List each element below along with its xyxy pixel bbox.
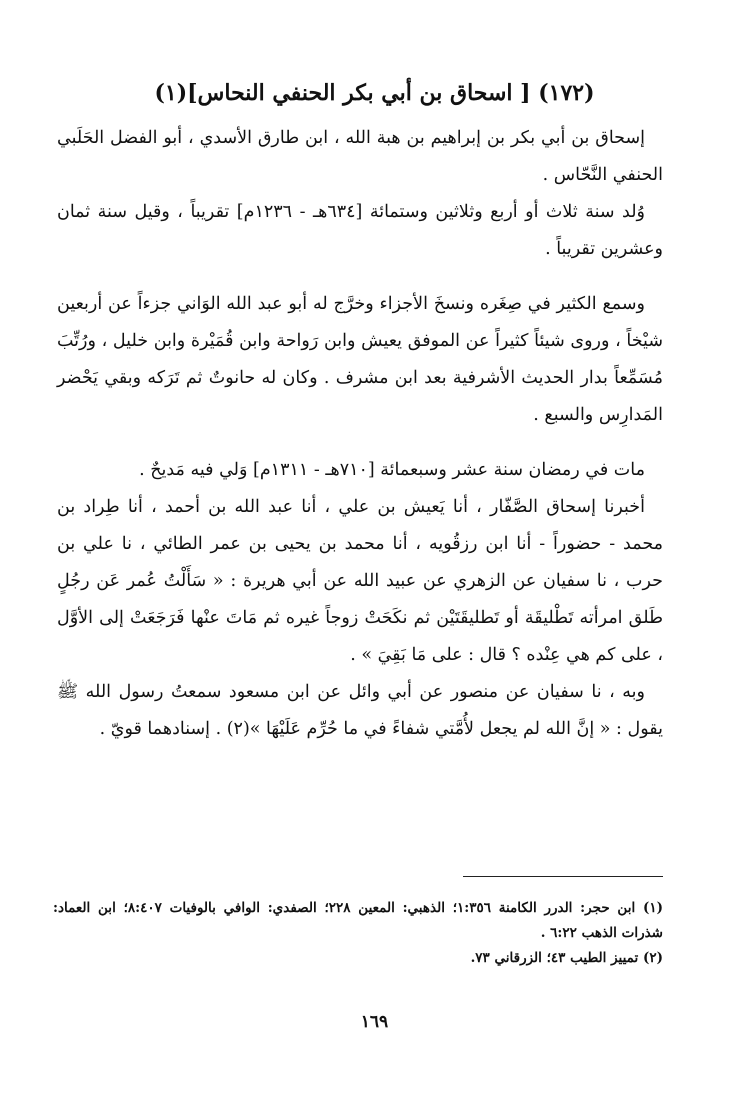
page-number: ١٦٩ [360,1012,389,1032]
body-text [57,120,663,748]
paragraph-birth: وُلد سنة ثلاث أو أربع وثلاثين وستمائة [٦٣٤هـ - ١٢٣٦م] تقريباً ، وقيل سنة ثمان وعشرين تقريباً . [57,202,663,259]
paragraph-studies: وسمع الكثير في صِغَره ونسخَ الأجزاء وخرَّج له أبو عبد الله الوَاني جزءاً عن أربعين شيْخاً ، وروى شيئاً كثيراً عن الموفق يعيش وابن رَواحة وابن قُمَيْرة وابن خليل ، ورُتِّبَ مُسَمِّعاً بدار الحديث الأشرفية بعد ابن مشرف . وكان له حانوتٌ ثم تَرَكه وبقي يَحْضر المَدارِس والسبع . [57,294,663,425]
footnote-1: (١) ابن حجر: الدرر الكامنة ١:٣٥٦؛ الذهبي: المعين ٢٢٨؛ الصفدي: الوافي بالوفيات ٨:٤٠٧؛ ابن العماد: شذرات الذهب ٦:٢٢ . [53,900,663,941]
footnotes [53,896,663,971]
paragraph-name-lineage: إسحاق بن أبي بكر بن إبراهيم بن هبة الله ، ابن طارق الأسدي ، أبو الفضل الحَلَبي الحنفي النَّحّاس . [57,128,663,185]
paragraph-hadith-two: وبه ، نا سفيان عن منصور عن أبي وائل عن ابن مسعود سمعتُ رسول الله ﷺ يقول : « إنَّ الله لم يجعل لأُمَّتي شفاءً في ما حُرِّم عَلَيْهَا »(٢) . إسنادهما قويّ . [57,682,663,739]
paragraph-death: مات في رمضان سنة عشر وسبعمائة [٧١٠هـ - ١٣١١م] وَلي فيه مَديحٌ . [139,460,645,480]
paragraph-hadith-one: أخبرنا إسحاق الصَّفّار ، أنا يَعيش بن علي ، أنا عبد الله بن أحمد ، أنا طِراد بن محمد - حضوراً - أنا ابن رزقُويه ، أنا محمد بن يحيى بن عمر الطائي ، نا علي بن حرب ، نا سفيان عن الزهري عن عبيد الله عن أبي هريرة : « سَأَلْتُ عُمر عَن رجُلٍ طَلق امرأته تَطْليقَة أو تَطليقَتَيْن ثم نكَحَتْ زوجاً غيره ثم مَاتَ عنْها فَرَجَعَتْ إلى الأوَّل ، على كم هي عِنْده ؟ قال : على مَا بَقِيَ » . [57,497,663,665]
entry-title: (١٧٢) [ اسحاق بن أبي بكر الحنفي النحاس](١) [154,80,595,106]
footnote-2: (٢) تمييز الطيب ٤٣؛ الزرقاني ٧٣. [470,950,663,966]
footnote-divider [463,876,663,877]
